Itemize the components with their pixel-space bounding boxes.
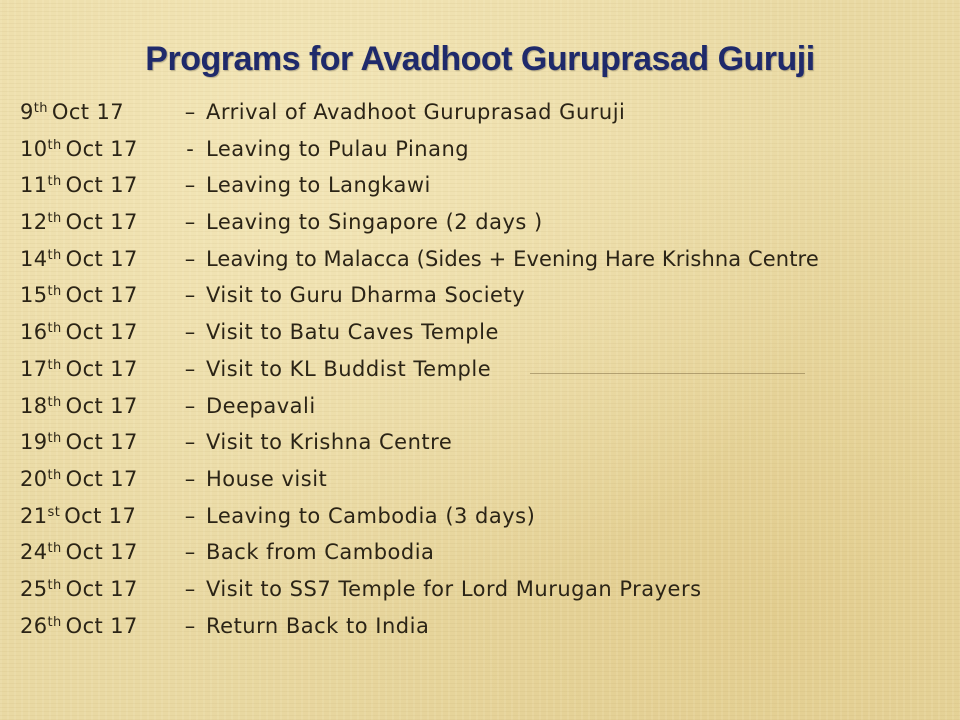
event-description: Deepavali	[206, 393, 316, 418]
day-suffix: th	[47, 357, 62, 373]
date	[20, 100, 124, 124]
day-suffix: th	[47, 137, 62, 153]
separator-dash: –	[184, 466, 196, 491]
event-description: Leaving to Langkawi	[206, 173, 431, 198]
event-description: Visit to Guru Dharma Society	[206, 283, 526, 308]
schedule-row	[20, 208, 950, 245]
slide-title: Programs for Avadhoot Guruprasad Guruji	[145, 40, 815, 78]
month-year: Oct 17	[65, 430, 138, 455]
event-description: Leaving to Singapore (2 days )	[206, 210, 543, 235]
day-suffix: st	[47, 504, 61, 520]
day-number: 26	[20, 613, 48, 638]
schedule-row	[20, 318, 950, 355]
day-number: 12	[20, 210, 48, 235]
date	[20, 467, 138, 491]
day-number: 15	[20, 283, 48, 308]
month-year: Oct 17	[65, 210, 138, 235]
day-suffix: th	[47, 614, 62, 630]
date	[20, 137, 138, 161]
event-description: Leaving to Pulau Pinang	[206, 136, 470, 161]
day-number: 14	[20, 246, 48, 271]
event-description: Visit to KL Buddist Temple	[206, 356, 492, 381]
month-year: Oct 17	[65, 613, 138, 638]
schedule-row	[20, 98, 950, 135]
day-number: 24	[20, 540, 48, 565]
day-number: 17	[20, 356, 48, 381]
schedule-row	[20, 538, 950, 575]
event-description: Leaving to Cambodia (3 days)	[206, 503, 536, 528]
date	[20, 577, 138, 601]
date	[20, 540, 138, 564]
day-suffix: th	[47, 541, 62, 557]
month-year: Oct 17	[65, 393, 138, 418]
date	[20, 210, 138, 234]
separator-dash: –	[184, 503, 196, 528]
month-year: Oct 17	[51, 100, 125, 124]
event-description: Visit to Batu Caves Temple	[206, 320, 499, 345]
day-number: 25	[20, 576, 48, 601]
separator-dash: –	[184, 356, 196, 381]
day-suffix: th	[47, 577, 62, 593]
separator-dash: –	[184, 100, 196, 124]
day-number: 9	[20, 100, 34, 124]
month-year: Oct 17	[65, 173, 138, 198]
separator-dash: –	[184, 613, 196, 638]
event-description: Return Back to India	[206, 613, 430, 638]
day-number: 19	[20, 430, 48, 455]
day-suffix: th	[33, 101, 48, 116]
separator-dash: –	[184, 320, 196, 345]
schedule-row	[20, 575, 950, 612]
schedule-row	[20, 355, 950, 392]
date	[20, 320, 138, 344]
separator-dash: –	[184, 576, 196, 601]
date	[20, 357, 138, 381]
date	[20, 283, 138, 307]
month-year: Oct 17	[65, 356, 138, 381]
date	[20, 247, 138, 271]
day-suffix: th	[47, 394, 62, 410]
date	[20, 430, 138, 454]
separator-dash: –	[184, 283, 196, 308]
day-number: 11	[20, 173, 48, 198]
event-description: Leaving to Malacca (Sides + Evening Hare Krishna Centre	[206, 246, 819, 271]
event-description: Visit to Krishna Centre	[206, 430, 453, 455]
day-suffix: th	[47, 431, 62, 447]
schedule-row	[20, 245, 950, 282]
schedule-row	[20, 612, 950, 649]
schedule-row	[20, 465, 950, 502]
separator-dash: –	[184, 430, 196, 455]
day-number: 20	[20, 466, 48, 491]
month-year: Oct 17	[65, 246, 138, 271]
day-suffix: th	[47, 284, 62, 300]
date	[20, 614, 138, 638]
schedule-row	[20, 171, 950, 208]
day-number: 21	[20, 503, 48, 528]
month-year: Oct 17	[65, 320, 138, 345]
separator-dash: –	[184, 210, 196, 235]
event-description: Arrival of Avadhoot Guruprasad Guruji	[206, 100, 626, 124]
date	[20, 394, 138, 418]
decorative-divider-line	[530, 373, 805, 374]
month-year: Oct 17	[65, 283, 138, 308]
event-description: Back from Cambodia	[206, 540, 435, 565]
month-year: Oct 17	[65, 466, 138, 491]
separator-dash: -	[186, 136, 194, 161]
day-number: 16	[20, 320, 48, 345]
month-year: Oct 17	[65, 136, 138, 161]
event-description: House visit	[206, 466, 328, 491]
schedule-row	[20, 502, 950, 539]
day-suffix: th	[47, 321, 62, 337]
program-schedule-list	[20, 98, 950, 648]
schedule-row	[20, 135, 950, 172]
separator-dash: –	[184, 540, 196, 565]
separator-dash: –	[184, 246, 196, 271]
day-number: 18	[20, 393, 48, 418]
schedule-row	[20, 281, 950, 318]
day-number: 10	[20, 136, 48, 161]
day-suffix: th	[47, 211, 62, 227]
month-year: Oct 17	[64, 503, 137, 528]
separator-dash: –	[184, 173, 196, 198]
day-suffix: th	[47, 467, 62, 483]
day-suffix: th	[47, 174, 62, 190]
schedule-row	[20, 392, 950, 429]
schedule-row	[20, 428, 950, 465]
month-year: Oct 17	[65, 540, 138, 565]
day-suffix: th	[47, 247, 62, 263]
month-year: Oct 17	[65, 576, 138, 601]
date	[20, 504, 136, 528]
date	[20, 173, 138, 197]
event-description: Visit to SS7 Temple for Lord Murugan Prayers	[206, 576, 702, 601]
separator-dash: –	[184, 393, 196, 418]
